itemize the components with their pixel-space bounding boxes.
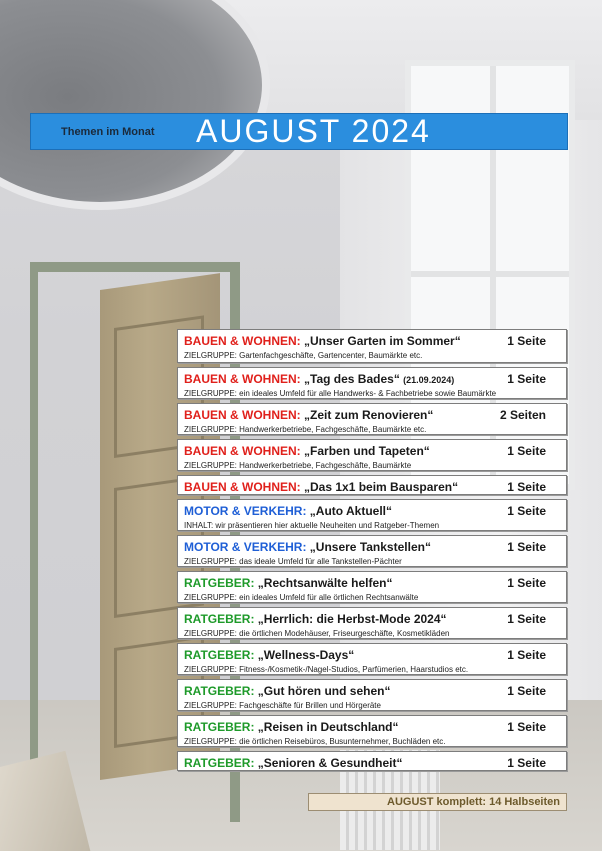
topic-name: „Gut hören und sehen“ bbox=[257, 684, 391, 698]
topic-item bbox=[177, 643, 567, 675]
topic-category: MOTOR & VERKEHR: bbox=[184, 504, 307, 518]
topic-target-group: ZIELGRUPPE: Handwerkerbetriebe, Fachgeschäfte, Baumärkte etc. bbox=[184, 425, 427, 434]
topic-category: BAUEN & WOHNEN: bbox=[184, 444, 301, 458]
topic-target-group: ZIELGRUPPE: ein ideales Umfeld für alle Handwerks- & Fachbetriebe sowie Baumärkte bbox=[184, 389, 497, 398]
topic-title bbox=[184, 684, 390, 698]
topic-title bbox=[184, 444, 430, 458]
topic-target-group: INHALT: wir präsentieren hier aktuelle Neuheiten und Ratgeber-Themen bbox=[184, 521, 440, 530]
topic-item bbox=[177, 403, 567, 435]
topic-pages: 1 Seite bbox=[507, 684, 546, 698]
topic-name: „Wellness-Days“ bbox=[257, 648, 355, 662]
topic-category: BAUEN & WOHNEN: bbox=[184, 372, 301, 386]
topic-pages: 2 Seiten bbox=[499, 408, 546, 422]
topic-target-group: ZIELGRUPPE: Gartenfachgeschäfte, Gartencenter, Baumärkte etc. bbox=[184, 351, 423, 360]
topic-target-group: ZIELGRUPPE: das ideale Umfeld für alle Tankstellen-Pächter bbox=[184, 557, 402, 566]
topic-pages: 1 Seite bbox=[507, 720, 546, 734]
topic-pages: 1 Seite bbox=[507, 648, 546, 662]
topic-title bbox=[184, 480, 458, 494]
topic-item bbox=[177, 535, 567, 567]
topic-item bbox=[177, 751, 567, 771]
header-month: AUGUST 2024 bbox=[196, 113, 431, 149]
total-summary bbox=[308, 793, 567, 811]
topic-target-group: ZIELGRUPPE: Handwerkerbetriebe, Fachgeschäfte, Baumärkte bbox=[184, 461, 412, 470]
topic-pages: 1 Seite bbox=[507, 334, 546, 348]
topic-target-group: ZIELGRUPPE: die örtlichen Reisebüros, Busunternehmer, Buchläden etc. bbox=[184, 737, 446, 746]
topic-name: „Reisen in Deutschland“ bbox=[257, 720, 399, 734]
topic-pages: 1 Seite bbox=[507, 444, 546, 458]
topic-target-group: ZIELGRUPPE: Fitness-/Kosmetik-/Nagel-Studios, Parfümerien, Haarstudios etc. bbox=[184, 665, 469, 674]
topic-category: RATGEBER: bbox=[184, 756, 255, 770]
topic-category: BAUEN & WOHNEN: bbox=[184, 334, 301, 348]
topic-category: BAUEN & WOHNEN: bbox=[184, 408, 301, 422]
topic-name: „Herrlich: die Herbst-Mode 2024“ bbox=[257, 612, 447, 626]
topic-category: RATGEBER: bbox=[184, 576, 255, 590]
topic-title bbox=[184, 408, 433, 422]
topic-pages: 1 Seite bbox=[507, 756, 546, 770]
topic-target-group: ZIELGRUPPE: die örtlichen Modehäuser, Friseurgeschäfte, Kosmetikläden bbox=[184, 629, 450, 638]
header-subtitle: Themen im Monat bbox=[61, 125, 155, 138]
topic-target-group: ZIELGRUPPE: Fachgeschäfte für Brillen und Hörgeräte bbox=[184, 701, 381, 710]
topic-name: „Rechtsanwälte helfen“ bbox=[257, 576, 393, 590]
topic-pages: 1 Seite bbox=[507, 576, 546, 590]
topic-title bbox=[184, 720, 399, 734]
topic-pages: 1 Seite bbox=[507, 372, 546, 386]
topic-item bbox=[177, 607, 567, 639]
topic-category: BAUEN & WOHNEN: bbox=[184, 480, 301, 494]
topic-name: „Auto Aktuell“ bbox=[309, 504, 393, 518]
topic-name: „Farben und Tapeten“ bbox=[304, 444, 430, 458]
topic-title bbox=[184, 576, 393, 590]
topic-category: RATGEBER: bbox=[184, 612, 255, 626]
topic-name: „Zeit zum Renovieren“ bbox=[304, 408, 434, 422]
topic-pages: 1 Seite bbox=[507, 504, 546, 518]
topic-item bbox=[177, 499, 567, 531]
topic-pages: 1 Seite bbox=[507, 480, 546, 494]
topic-title bbox=[184, 334, 461, 348]
topic-item bbox=[177, 571, 567, 603]
topic-item bbox=[177, 439, 567, 471]
topic-category: MOTOR & VERKEHR: bbox=[184, 540, 307, 554]
topic-title bbox=[184, 504, 392, 518]
topic-name: „Unsere Tankstellen“ bbox=[309, 540, 431, 554]
topic-item bbox=[177, 679, 567, 711]
topic-item bbox=[177, 329, 567, 363]
topic-target-group: ZIELGRUPPE: ein ideales Umfeld für alle örtlichen Rechtsanwälte bbox=[184, 593, 419, 602]
topic-title bbox=[184, 648, 354, 662]
topic-title bbox=[184, 612, 447, 626]
topic-title bbox=[184, 756, 402, 770]
topic-item bbox=[177, 475, 567, 495]
topic-title bbox=[184, 372, 454, 386]
topic-category: RATGEBER: bbox=[184, 720, 255, 734]
topic-pages: 1 Seite bbox=[507, 540, 546, 554]
window-transom bbox=[411, 271, 569, 277]
total-label: AUGUST komplett: 14 Halbseiten bbox=[387, 796, 560, 808]
topic-date: (21.09.2024) bbox=[403, 375, 455, 385]
topic-name: „Unser Garten im Sommer“ bbox=[304, 334, 461, 348]
topic-pages: 1 Seite bbox=[507, 612, 546, 626]
topic-title bbox=[184, 540, 431, 554]
topic-item bbox=[177, 715, 567, 747]
month-header bbox=[30, 113, 568, 150]
topic-name: „Das 1x1 beim Bausparen“ bbox=[304, 480, 459, 494]
topic-category: RATGEBER: bbox=[184, 648, 255, 662]
topic-name: „Tag des Bades“ bbox=[304, 372, 400, 386]
topic-name: „Senioren & Gesundheit“ bbox=[257, 756, 403, 770]
topic-item bbox=[177, 367, 567, 399]
topic-category: RATGEBER: bbox=[184, 684, 255, 698]
